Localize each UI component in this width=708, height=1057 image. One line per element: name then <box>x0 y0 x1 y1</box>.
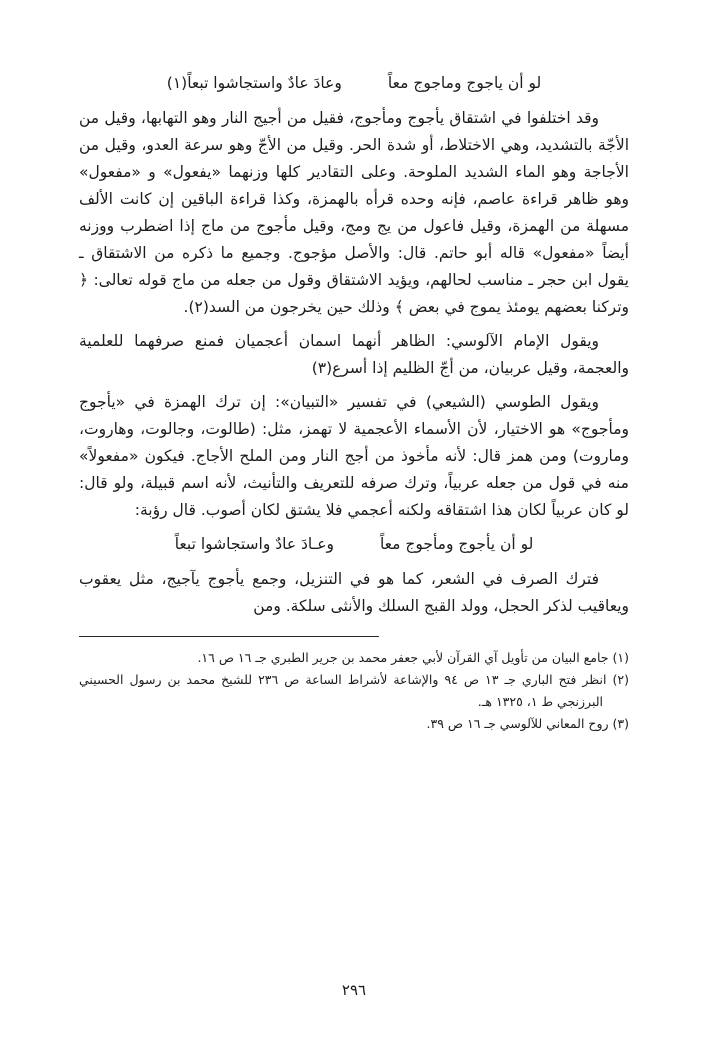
verse-hemistich-right: لو أن يأجوج ومأجوج معاً <box>379 535 534 553</box>
paragraph-alusi: ويقول الإمام الآلوسي: الظاهر أنهما اسمان أعجميان فمنع صرفهما للعلمية والعجمة، وقيل عربيان، من أجّ الظليم إذا أسرع(٣) <box>79 332 629 377</box>
verse-hemistich-left: وعادَ عادٌ واستجاشوا تبعاً(١) <box>166 74 342 92</box>
paragraph-tusi: ويقول الطوسي (الشيعي) في تفسير «التبيان»: إن ترك الهمزة في «يأجوج ومأجوج» هو الاختيار، لأن الأسماء الأعجمية لا تهمز، مثل: (طالوت، وجالوت، وهاروت، وماروت) ومن همز قال: لأنه مأخوذ من أجج النار ومن الملح الأجاج. فيكون «مفعولاً» منه في قول من جعله عربياً، وترك صرفه للتعريف والتأنيث، لأنه اسم قبيلة، ولو قال: لو كان عربياً لكان هذا اشتقاقه ولكنه أعجمي فلا يشتق لكان أصوب. قال رؤبة: <box>79 393 629 519</box>
footnote-2: (٢) انظر فتح الباري جـ ١٣ ص ٩٤ والإشاعة لأشراط الساعة ص ٢٣٦ للشيخ محمد بن رسول الحسيني البرزنجي ط ١، ١٣٢٥ هـ. <box>79 672 629 709</box>
footnote-3: (٣) روح المعاني للآلوسي جـ ١٦ ص ٣٩. <box>426 716 629 731</box>
verse-hemistich-right: لو أن ياجوج وماجوج معاً <box>387 74 542 92</box>
verse-hemistich-left: وعـادَ عادٌ واستجاشوا تبعاً <box>174 535 334 553</box>
footnote-separator <box>79 636 379 637</box>
paragraph-etymology: وقد اختلفوا في اشتقاق يأجوج ومأجوج، فقيل من أجيج النار وهو التهابها، وقيل من الأجّة بالتشديد، وهي الاختلاط، أو شدة الحر. وقيل من الأجّ وهو سرعة العدو، وقيل من الأجاجة وهو الماء الشديد الملوحة. وعلى التقادير كلها وزنهما «يفعول» و «مفعول» وهو ظاهر قراءة عاصم، فإنه وحده قرأه بالهمزة، وكذا قراءة الباقين إن كانت الألف مسهلة من الهمزة، وقيل فاعول من يج ومج، وقيل مأجوج من ماج إذا اضطرب ووزنه أيضاً «مفعول» قاله أبو حاتم. قال: والأصل مؤجوج. وجميع ما ذكره من الاشتقاق ـ يقول ابن حجر ـ مناسب لحالهم، ويؤيد الاشتقاق وقول من جعله من ماج قوله تعالى: ﴿ وتركنا بعضهم يومئذ يموج في بعض ﴾ وذلك حين يخرجون من السد(٢). <box>79 109 629 316</box>
main-text <box>79 70 629 620</box>
verse-line-2 <box>79 531 629 558</box>
footnotes-section <box>79 647 629 735</box>
paragraph-closing: فترك الصرف في الشعر، كما هو في التنزيل، وجمع يأجوج يآجيج، مثل يعقوب ويعاقيب لذكر الحجل، وولد القبج السلك والأنثى سلكة. ومن <box>79 570 629 615</box>
page-number: ٢٩٦ <box>341 981 367 999</box>
verse-line-1 <box>79 70 629 97</box>
footnote-1: (١) جامع البيان من تأويل آي القرآن لأبي جعفر محمد بن جرير الطبري جـ ١٦ ص ١٦. <box>197 650 629 665</box>
